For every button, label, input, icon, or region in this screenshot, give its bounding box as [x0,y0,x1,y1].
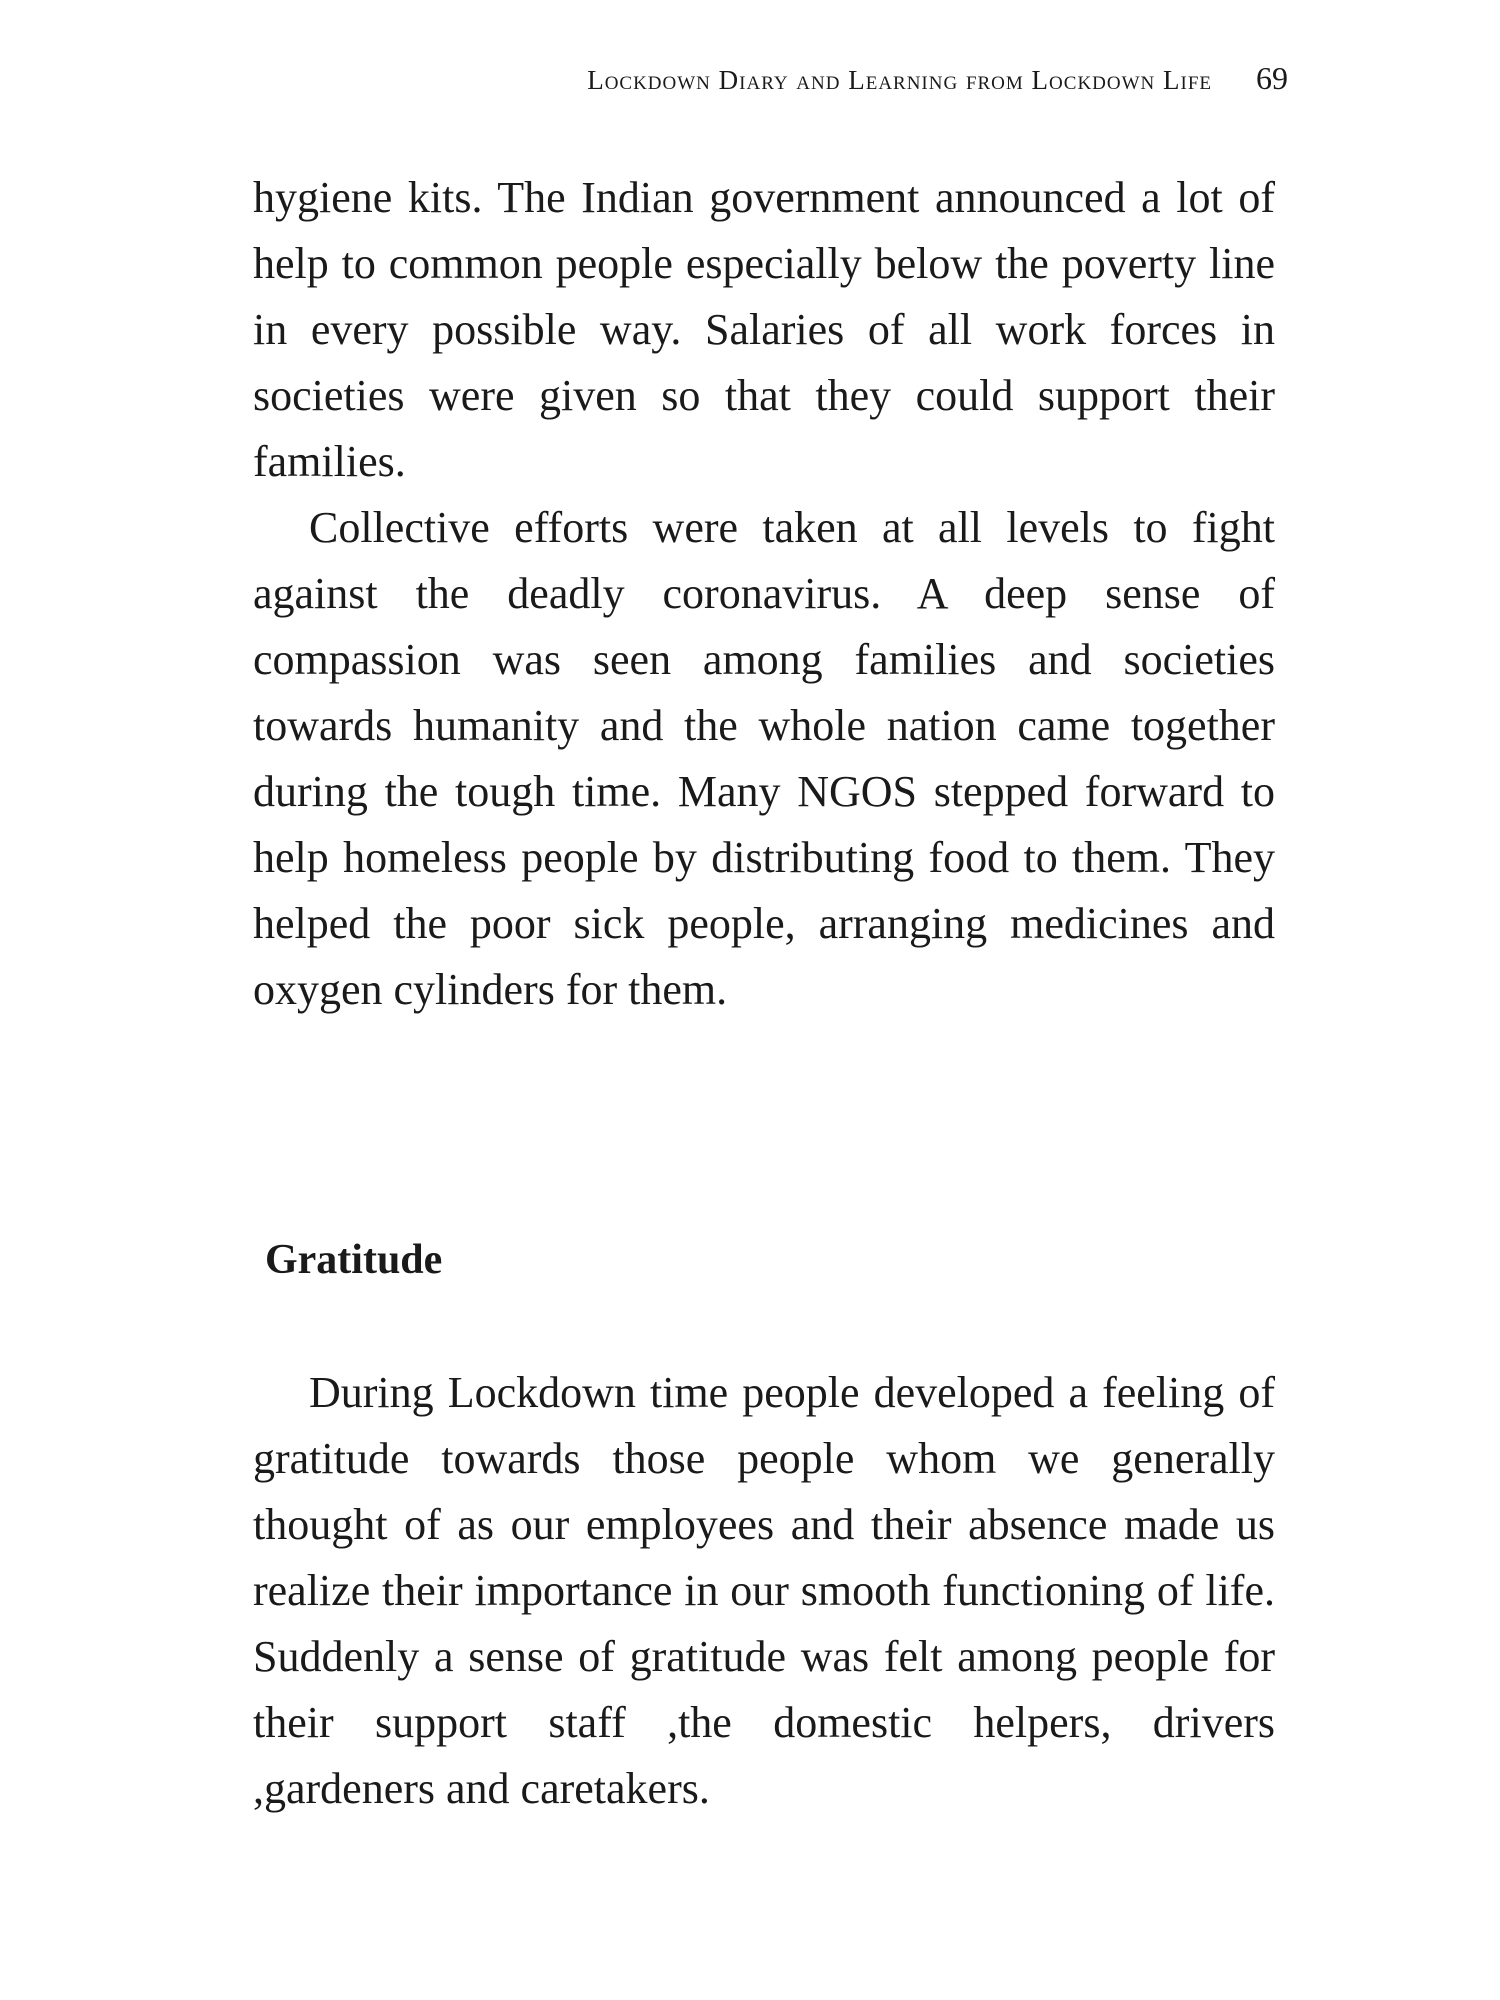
body-paragraph-1: hygiene kits. The Indian government announced a lot of help to common people especially below the poverty line in every possible way. Salaries of all work forces in societies were given so that they could support their families. [253,173,1275,486]
section-heading: Gratitude [265,1237,443,1283]
body-paragraph-2: Collective efforts were taken at all levels to fight against the deadly coronavirus. A deep sense of compassion was seen among families and societies towards humanity and the whole nation came together during the tough time. Many NGOS stepped forward to help homeless people by distributing food to them. They helped the poor sick people, arranging medicines and oxygen cylinders for them. [253,503,1275,1014]
running-header-title: Lockdown Diary and Learning from Lockdown Life [587,65,1212,95]
page-number: 69 [1256,60,1288,96]
body-paragraph-3: During Lockdown time people developed a feeling of gratitude towards those people whom we generally thought of as our employees and their absence made us realize their importance in our smooth functioning of life. Suddenly a sense of gratitude was felt among people for their support staff ,the domestic helpers, drivers ,gardeners and caretakers. [253,1368,1275,1813]
running-header [352,60,1288,100]
